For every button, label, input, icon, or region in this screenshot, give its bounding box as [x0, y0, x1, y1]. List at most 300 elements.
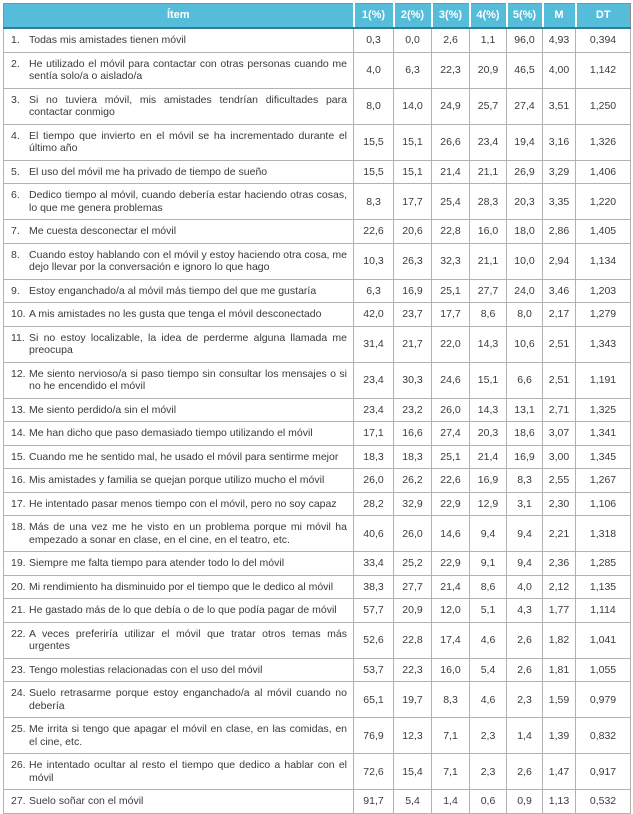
value-cell-2pct: 0,0 — [394, 28, 432, 52]
item-number: 26. — [11, 759, 26, 771]
value-cell-4pct: 4,6 — [470, 622, 507, 658]
value-cell-2pct: 20,9 — [394, 599, 432, 623]
value-cell-sd: 1,106 — [576, 492, 631, 516]
value-cell-5pct: 0,9 — [507, 790, 543, 814]
value-cell-sd: 1,279 — [576, 303, 631, 327]
item-number: 27. — [11, 795, 26, 807]
value-cell-2pct: 27,7 — [394, 575, 432, 599]
item-text: He utilizado el móvil para contactar con otras personas cuando me sentía solo/a o aislado/a — [29, 57, 347, 82]
item-number: 21. — [11, 604, 26, 616]
value-cell-3pct: 27,4 — [432, 422, 470, 446]
value-cell-mean: 3,07 — [543, 422, 576, 446]
value-cell-5pct: 9,4 — [507, 552, 543, 576]
value-cell-sd: 1,285 — [576, 552, 631, 576]
value-cell-1pct: 23,4 — [354, 362, 394, 398]
value-cell-2pct: 26,0 — [394, 516, 432, 552]
item-text: Estoy enganchado/a al móvil más tiempo del que me gustaría — [29, 284, 317, 297]
value-cell-sd: 1,343 — [576, 326, 631, 362]
item-number: 8. — [11, 248, 20, 261]
item-cell — [4, 220, 354, 244]
value-cell-mean: 3,51 — [543, 88, 576, 124]
value-cell-4pct: 23,4 — [470, 124, 507, 160]
value-cell-mean: 1,39 — [543, 718, 576, 754]
item-cell — [4, 718, 354, 754]
value-cell-4pct: 8,6 — [470, 575, 507, 599]
value-cell-sd: 1,134 — [576, 243, 631, 279]
value-cell-5pct: 9,4 — [507, 516, 543, 552]
value-cell-4pct: 9,4 — [470, 516, 507, 552]
value-cell-3pct: 7,1 — [432, 718, 470, 754]
value-cell-3pct: 17,4 — [432, 622, 470, 658]
item-text: Si no estoy localizable, la idea de perderme alguna llamada me preocupa — [29, 331, 347, 356]
item-number: 11. — [11, 331, 25, 344]
value-cell-sd: 0,832 — [576, 718, 631, 754]
value-cell-1pct: 23,4 — [354, 398, 394, 422]
item-cell — [4, 88, 354, 124]
item-cell — [4, 160, 354, 184]
value-cell-3pct: 32,3 — [432, 243, 470, 279]
value-cell-mean: 2,12 — [543, 575, 576, 599]
item-text: He intentado pasar menos tiempo con el móvil, pero no soy capaz — [29, 497, 337, 510]
item-text: Dedico tiempo al móvil, cuando debería estar haciendo otras cosas, lo que me genera problemas — [29, 189, 347, 214]
table-row — [4, 52, 631, 88]
value-cell-2pct: 22,3 — [394, 658, 432, 682]
value-cell-2pct: 15,1 — [394, 124, 432, 160]
value-cell-4pct: 21,4 — [470, 445, 507, 469]
table-row — [4, 28, 631, 52]
item-cell — [4, 552, 354, 576]
item-number: 10. — [11, 308, 26, 320]
item-number: 12. — [11, 367, 26, 380]
value-cell-2pct: 16,9 — [394, 279, 432, 303]
item-number: 14. — [11, 427, 26, 439]
value-cell-1pct: 18,3 — [354, 445, 394, 469]
value-cell-2pct: 25,2 — [394, 552, 432, 576]
value-cell-1pct: 10,3 — [354, 243, 394, 279]
value-cell-1pct: 53,7 — [354, 658, 394, 682]
item-cell — [4, 243, 354, 279]
item-text: Me siento perdido/a sin el móvil — [29, 403, 177, 416]
item-cell — [4, 790, 354, 814]
table-row — [4, 445, 631, 469]
item-number: 3. — [11, 93, 20, 106]
table-row — [4, 398, 631, 422]
table-row — [4, 303, 631, 327]
item-text: Me cuesta desconectar el móvil — [29, 225, 177, 237]
value-cell-sd: 1,041 — [576, 622, 631, 658]
table-header — [4, 4, 631, 29]
item-number: 25. — [11, 723, 26, 735]
value-cell-mean: 3,46 — [543, 279, 576, 303]
value-cell-mean: 1,82 — [543, 622, 576, 658]
item-text: Mis amistades y familia se quejan porque utilizo mucho el móvil — [29, 474, 325, 486]
value-cell-mean: 4,00 — [543, 52, 576, 88]
item-number: 1. — [11, 34, 20, 46]
value-cell-sd: 1,203 — [576, 279, 631, 303]
value-cell-sd: 1,326 — [576, 124, 631, 160]
value-cell-3pct: 2,6 — [432, 28, 470, 52]
value-cell-2pct: 20,6 — [394, 220, 432, 244]
value-cell-mean: 3,35 — [543, 184, 576, 220]
value-cell-mean: 2,51 — [543, 362, 576, 398]
item-cell — [4, 516, 354, 552]
col-header-1pct: 1(%) — [354, 4, 394, 29]
col-header-5pct: 5(%) — [507, 4, 543, 29]
value-cell-4pct: 16,9 — [470, 469, 507, 493]
table-row — [4, 599, 631, 623]
item-text: A mis amistades no les gusta que tenga el móvil desconectado — [29, 308, 322, 320]
table-row — [4, 754, 631, 790]
value-cell-sd: 1,341 — [576, 422, 631, 446]
table-row — [4, 279, 631, 303]
item-number: 5. — [11, 165, 20, 178]
value-cell-3pct: 22,9 — [432, 492, 470, 516]
value-cell-sd: 1,114 — [576, 599, 631, 623]
value-cell-3pct: 21,4 — [432, 160, 470, 184]
item-number: 24. — [11, 687, 26, 699]
value-cell-sd: 1,267 — [576, 469, 631, 493]
item-cell — [4, 124, 354, 160]
col-header-item: Ítem — [4, 4, 354, 29]
item-cell — [4, 754, 354, 790]
item-text: Tengo molestias relacionadas con el uso del móvil — [29, 663, 263, 676]
value-cell-3pct: 21,4 — [432, 575, 470, 599]
table-row — [4, 790, 631, 814]
value-cell-4pct: 1,1 — [470, 28, 507, 52]
value-cell-mean: 1,59 — [543, 682, 576, 718]
table-row — [4, 575, 631, 599]
value-cell-5pct: 8,3 — [507, 469, 543, 493]
item-number: 2. — [11, 57, 20, 70]
value-cell-1pct: 8,3 — [354, 184, 394, 220]
item-text: Me siento nervioso/a si paso tiempo sin consultar los mensajes o si no he encendido el móvil — [29, 367, 347, 392]
value-cell-1pct: 91,7 — [354, 790, 394, 814]
value-cell-4pct: 5,1 — [470, 599, 507, 623]
value-cell-sd: 1,135 — [576, 575, 631, 599]
value-cell-5pct: 20,3 — [507, 184, 543, 220]
value-cell-mean: 1,13 — [543, 790, 576, 814]
value-cell-mean: 2,17 — [543, 303, 576, 327]
item-cell — [4, 622, 354, 658]
item-number: 4. — [11, 129, 20, 142]
item-cell — [4, 599, 354, 623]
value-cell-mean: 2,71 — [543, 398, 576, 422]
item-text: Suelo soñar con el móvil — [29, 795, 144, 807]
table-row — [4, 682, 631, 718]
value-cell-5pct: 24,0 — [507, 279, 543, 303]
table-row — [4, 88, 631, 124]
value-cell-mean: 2,94 — [543, 243, 576, 279]
value-cell-3pct: 12,0 — [432, 599, 470, 623]
item-text: El tiempo que invierto en el móvil se ha incrementado durante el último año — [29, 129, 347, 154]
value-cell-mean: 1,77 — [543, 599, 576, 623]
value-cell-4pct: 20,3 — [470, 422, 507, 446]
item-text: Todas mis amistades tienen móvil — [29, 34, 186, 46]
item-cell — [4, 362, 354, 398]
item-number: 19. — [11, 557, 26, 569]
value-cell-1pct: 65,1 — [354, 682, 394, 718]
table-row — [4, 658, 631, 682]
value-cell-2pct: 19,7 — [394, 682, 432, 718]
value-cell-3pct: 8,3 — [432, 682, 470, 718]
table-row — [4, 469, 631, 493]
col-header-4pct: 4(%) — [470, 4, 507, 29]
table-row — [4, 552, 631, 576]
value-cell-5pct: 1,4 — [507, 718, 543, 754]
value-cell-3pct: 26,6 — [432, 124, 470, 160]
item-text: He intentado ocultar al resto el tiempo que dedico a hablar con el móvil — [29, 759, 347, 784]
value-cell-5pct: 46,5 — [507, 52, 543, 88]
item-number: 22. — [11, 627, 26, 640]
value-cell-2pct: 16,6 — [394, 422, 432, 446]
value-cell-1pct: 15,5 — [354, 124, 394, 160]
value-cell-3pct: 25,4 — [432, 184, 470, 220]
value-cell-1pct: 31,4 — [354, 326, 394, 362]
value-cell-4pct: 25,7 — [470, 88, 507, 124]
value-cell-5pct: 18,6 — [507, 422, 543, 446]
item-text: Más de una vez me he visto en un problema porque mi móvil ha empezado a sonar en clase, en el cine, en el teatro, etc. — [29, 521, 347, 546]
value-cell-3pct: 22,6 — [432, 469, 470, 493]
value-cell-2pct: 6,3 — [394, 52, 432, 88]
value-cell-5pct: 18,0 — [507, 220, 543, 244]
value-cell-4pct: 4,6 — [470, 682, 507, 718]
value-cell-5pct: 2,6 — [507, 622, 543, 658]
value-cell-2pct: 18,3 — [394, 445, 432, 469]
value-cell-1pct: 26,0 — [354, 469, 394, 493]
item-cell — [4, 658, 354, 682]
value-cell-5pct: 16,9 — [507, 445, 543, 469]
value-cell-sd: 0,979 — [576, 682, 631, 718]
value-cell-1pct: 33,4 — [354, 552, 394, 576]
item-cell — [4, 28, 354, 52]
value-cell-sd: 1,318 — [576, 516, 631, 552]
value-cell-sd: 1,055 — [576, 658, 631, 682]
value-cell-sd: 1,345 — [576, 445, 631, 469]
value-cell-5pct: 8,0 — [507, 303, 543, 327]
value-cell-4pct: 15,1 — [470, 362, 507, 398]
item-text: Cuando estoy hablando con el móvil y estoy haciendo otra cosa, me dejo llevar por la conversación e ignoro lo que hago — [29, 248, 347, 273]
table-row — [4, 326, 631, 362]
value-cell-5pct: 26,9 — [507, 160, 543, 184]
value-cell-5pct: 2,6 — [507, 658, 543, 682]
value-cell-1pct: 42,0 — [354, 303, 394, 327]
value-cell-sd: 1,220 — [576, 184, 631, 220]
value-cell-4pct: 21,1 — [470, 160, 507, 184]
item-number: 17. — [11, 497, 26, 510]
value-cell-3pct: 22,0 — [432, 326, 470, 362]
value-cell-mean: 1,81 — [543, 658, 576, 682]
value-cell-4pct: 5,4 — [470, 658, 507, 682]
value-cell-2pct: 22,8 — [394, 622, 432, 658]
value-cell-1pct: 0,3 — [354, 28, 394, 52]
value-cell-3pct: 14,6 — [432, 516, 470, 552]
value-cell-mean: 3,00 — [543, 445, 576, 469]
col-header-3pct: 3(%) — [432, 4, 470, 29]
item-text: He gastado más de lo que debía o de lo que podía pagar de móvil — [29, 604, 337, 616]
value-cell-5pct: 4,0 — [507, 575, 543, 599]
header-row — [4, 4, 631, 29]
value-cell-4pct: 20,9 — [470, 52, 507, 88]
value-cell-mean: 1,47 — [543, 754, 576, 790]
value-cell-1pct: 22,6 — [354, 220, 394, 244]
value-cell-mean: 3,29 — [543, 160, 576, 184]
value-cell-sd: 1,142 — [576, 52, 631, 88]
value-cell-2pct: 17,7 — [394, 184, 432, 220]
value-cell-1pct: 17,1 — [354, 422, 394, 446]
item-cell — [4, 398, 354, 422]
value-cell-3pct: 1,4 — [432, 790, 470, 814]
item-number: 15. — [11, 450, 26, 463]
item-cell — [4, 492, 354, 516]
value-cell-3pct: 22,3 — [432, 52, 470, 88]
value-cell-3pct: 24,9 — [432, 88, 470, 124]
col-header-mean: M — [543, 4, 576, 29]
value-cell-1pct: 57,7 — [354, 599, 394, 623]
value-cell-2pct: 26,3 — [394, 243, 432, 279]
value-cell-3pct: 17,7 — [432, 303, 470, 327]
value-cell-mean: 4,93 — [543, 28, 576, 52]
value-cell-2pct: 30,3 — [394, 362, 432, 398]
value-cell-4pct: 12,9 — [470, 492, 507, 516]
item-number: 13. — [11, 403, 26, 416]
value-cell-4pct: 2,3 — [470, 754, 507, 790]
value-cell-3pct: 25,1 — [432, 445, 470, 469]
item-text: Si no tuviera móvil, mis amistades tendrían dificultades para contactar conmigo — [29, 93, 347, 118]
value-cell-5pct: 10,6 — [507, 326, 543, 362]
value-cell-3pct: 16,0 — [432, 658, 470, 682]
value-cell-mean: 2,30 — [543, 492, 576, 516]
value-cell-mean: 2,21 — [543, 516, 576, 552]
table-row — [4, 243, 631, 279]
value-cell-mean: 2,55 — [543, 469, 576, 493]
value-cell-3pct: 22,8 — [432, 220, 470, 244]
value-cell-sd: 1,325 — [576, 398, 631, 422]
value-cell-1pct: 52,6 — [354, 622, 394, 658]
value-cell-2pct: 32,9 — [394, 492, 432, 516]
items-table — [3, 3, 631, 814]
value-cell-4pct: 0,6 — [470, 790, 507, 814]
value-cell-5pct: 6,6 — [507, 362, 543, 398]
value-cell-2pct: 15,4 — [394, 754, 432, 790]
value-cell-1pct: 72,6 — [354, 754, 394, 790]
item-cell — [4, 326, 354, 362]
table-row — [4, 124, 631, 160]
value-cell-5pct: 3,1 — [507, 492, 543, 516]
item-number: 9. — [11, 284, 20, 297]
value-cell-5pct: 27,4 — [507, 88, 543, 124]
item-cell — [4, 422, 354, 446]
item-cell — [4, 445, 354, 469]
value-cell-2pct: 5,4 — [394, 790, 432, 814]
col-header-sd: DT — [576, 4, 631, 29]
item-number: 18. — [11, 521, 26, 533]
value-cell-4pct: 9,1 — [470, 552, 507, 576]
value-cell-4pct: 27,7 — [470, 279, 507, 303]
item-number: 6. — [11, 189, 20, 201]
value-cell-sd: 1,406 — [576, 160, 631, 184]
value-cell-1pct: 40,6 — [354, 516, 394, 552]
table-row — [4, 516, 631, 552]
item-cell — [4, 575, 354, 599]
value-cell-sd: 0,532 — [576, 790, 631, 814]
value-cell-1pct: 6,3 — [354, 279, 394, 303]
value-cell-4pct: 28,3 — [470, 184, 507, 220]
value-cell-sd: 1,405 — [576, 220, 631, 244]
item-text: Mi rendimiento ha disminuido por el tiempo que le dedico al móvil — [29, 580, 334, 593]
value-cell-4pct: 2,3 — [470, 718, 507, 754]
item-text: Me irrita si tengo que apagar el móvil en clase, en las comidas, en el cine, etc. — [29, 723, 347, 748]
item-cell — [4, 52, 354, 88]
value-cell-5pct: 4,3 — [507, 599, 543, 623]
table-row — [4, 184, 631, 220]
value-cell-5pct: 2,6 — [507, 754, 543, 790]
value-cell-sd: 0,917 — [576, 754, 631, 790]
item-text: Me han dicho que paso demasiado tiempo utilizando el móvil — [29, 427, 313, 439]
value-cell-2pct: 23,7 — [394, 303, 432, 327]
value-cell-2pct: 21,7 — [394, 326, 432, 362]
item-text: Siempre me falta tiempo para atender todo lo del móvil — [29, 557, 285, 569]
value-cell-3pct: 26,0 — [432, 398, 470, 422]
item-text: A veces preferiría utilizar el móvil que tratar otros temas más urgentes — [29, 627, 347, 652]
value-cell-sd: 0,394 — [576, 28, 631, 52]
item-cell — [4, 184, 354, 220]
table-row — [4, 220, 631, 244]
value-cell-3pct: 24,6 — [432, 362, 470, 398]
item-number: 23. — [11, 663, 26, 676]
value-cell-1pct: 4,0 — [354, 52, 394, 88]
value-cell-mean: 3,16 — [543, 124, 576, 160]
value-cell-5pct: 96,0 — [507, 28, 543, 52]
value-cell-2pct: 14,0 — [394, 88, 432, 124]
value-cell-mean: 2,51 — [543, 326, 576, 362]
table-row — [4, 422, 631, 446]
item-number: 7. — [11, 225, 20, 237]
value-cell-5pct: 2,3 — [507, 682, 543, 718]
value-cell-2pct: 23,2 — [394, 398, 432, 422]
value-cell-4pct: 14,3 — [470, 326, 507, 362]
value-cell-1pct: 8,0 — [354, 88, 394, 124]
value-cell-1pct: 28,2 — [354, 492, 394, 516]
table-row — [4, 718, 631, 754]
table-row — [4, 622, 631, 658]
col-header-2pct: 2(%) — [394, 4, 432, 29]
value-cell-4pct: 8,6 — [470, 303, 507, 327]
value-cell-5pct: 19,4 — [507, 124, 543, 160]
value-cell-3pct: 7,1 — [432, 754, 470, 790]
value-cell-mean: 2,86 — [543, 220, 576, 244]
value-cell-5pct: 13,1 — [507, 398, 543, 422]
value-cell-2pct: 12,3 — [394, 718, 432, 754]
value-cell-sd: 1,250 — [576, 88, 631, 124]
value-cell-mean: 2,36 — [543, 552, 576, 576]
table-row — [4, 160, 631, 184]
table-row — [4, 492, 631, 516]
value-cell-2pct: 26,2 — [394, 469, 432, 493]
value-cell-1pct: 76,9 — [354, 718, 394, 754]
item-cell — [4, 682, 354, 718]
value-cell-3pct: 25,1 — [432, 279, 470, 303]
value-cell-1pct: 38,3 — [354, 575, 394, 599]
item-cell — [4, 279, 354, 303]
table-body — [4, 28, 631, 813]
value-cell-1pct: 15,5 — [354, 160, 394, 184]
item-number: 20. — [11, 580, 26, 593]
item-text: Suelo retrasarme porque estoy enganchado/a al móvil cuando no debería — [29, 687, 347, 712]
item-number: 16. — [11, 474, 26, 486]
item-text: El uso del móvil me ha privado de tiempo de sueño — [29, 165, 268, 178]
value-cell-4pct: 21,1 — [470, 243, 507, 279]
item-cell — [4, 303, 354, 327]
